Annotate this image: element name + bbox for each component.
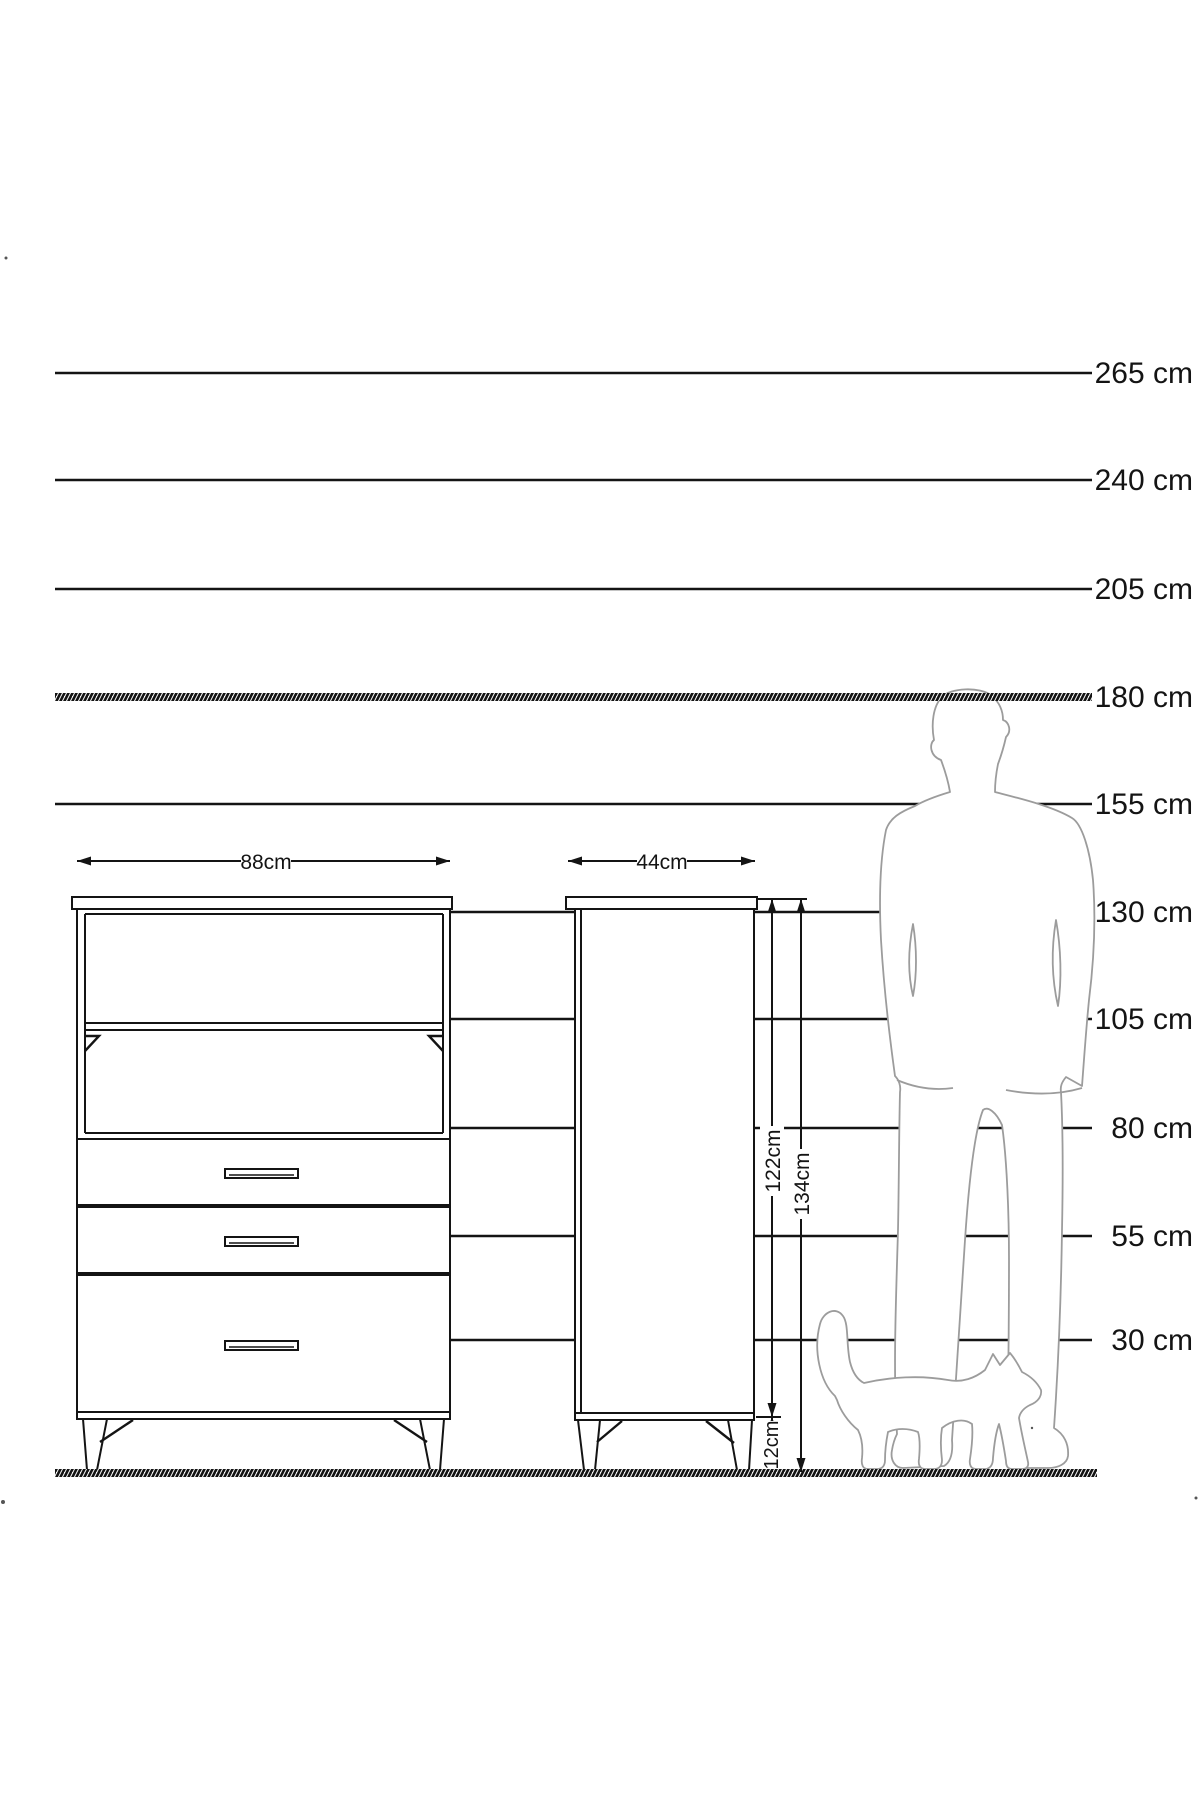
scale-label-180: 180 cm bbox=[1094, 681, 1193, 714]
dresser-top-board bbox=[72, 897, 452, 909]
scale-label-265: 265 cm bbox=[1094, 357, 1193, 390]
leg-height-dimension-12 bbox=[760, 1417, 783, 1472]
drawer-handle-3 bbox=[225, 1341, 298, 1350]
drawer-handle-1 bbox=[225, 1169, 298, 1178]
scale-label-130: 130 cm bbox=[1094, 896, 1193, 929]
scale-label-105: 105 cm bbox=[1094, 1003, 1193, 1036]
total-height-label: 134cm bbox=[791, 1152, 814, 1216]
scale-label-205: 205 cm bbox=[1094, 573, 1193, 606]
side-top-board bbox=[566, 897, 757, 909]
front-width-label: 88cm bbox=[240, 851, 292, 874]
dresser-body bbox=[77, 909, 450, 1412]
dresser-bottom-board bbox=[77, 1412, 450, 1419]
scale-label-55: 55 cm bbox=[1111, 1220, 1193, 1253]
reference-line-180-hatched bbox=[55, 693, 1092, 701]
ground-line-hatched bbox=[55, 1469, 1097, 1477]
side-depth-label: 44cm bbox=[636, 851, 688, 874]
drawer-handle-2 bbox=[225, 1237, 298, 1246]
side-body bbox=[575, 909, 754, 1413]
leg-height-label: 12cm bbox=[761, 1420, 783, 1470]
scale-label-155: 155 cm bbox=[1094, 788, 1193, 821]
scale-label-30: 30 cm bbox=[1111, 1324, 1193, 1357]
dresser-shelf bbox=[85, 1023, 443, 1030]
scale-label-240: 240 cm bbox=[1094, 464, 1193, 497]
scale-label-80: 80 cm bbox=[1111, 1112, 1193, 1145]
carcass-height-label: 122cm bbox=[762, 1129, 785, 1193]
dresser-side-view bbox=[566, 897, 757, 1470]
side-bottom-board bbox=[575, 1413, 754, 1420]
dresser-front-view bbox=[72, 897, 452, 1470]
